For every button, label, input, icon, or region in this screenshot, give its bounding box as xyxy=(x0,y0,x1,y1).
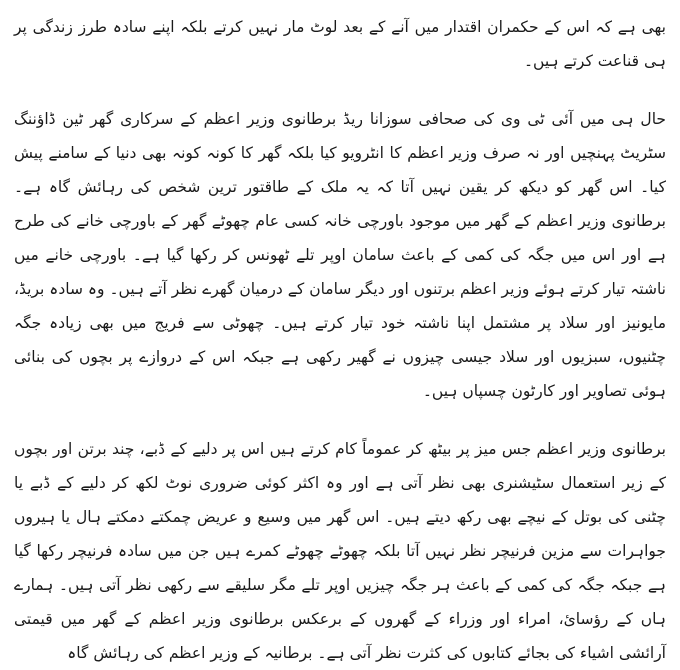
article-paragraph-3: برطانوی وزیر اعظم جس میز پر بیٹھ کر عموماً کام کرتے ہیں اس پر دلیے کے ڈبے، چند برتن اور بچوں کے زیر استعمال سٹیشنری بھی نظر آتی ہے اور وہ اکثر کوئی ضروری نوٹ لکھ کر دلیے کے ڈبے یا چٹنی کی بوتل کے نیچے بھی رکھ دیتے ہیں۔ اس گھر میں وسیع و عریض چمکتے دمکتے ہال یا ہیروں جواہرات سے مزین فرنیچر نظر نہیں آتا بلکہ چھوٹے چھوٹے کمرے ہیں جن میں سادہ فرنیچر رکھا گیا ہے جبکہ جگہ کی کمی کے باعث ہر جگہ چیزیں اوپر تلے مگر سلیقے سے رکھی نظر آتی ہیں۔ ہمارے ہاں کے رؤسائ، امراء اور وزراء کے گھروں کے برعکس برطانوی وزیر اعظم کے گھر میں قیمتی آرائشی اشیاء کی بجائے کتابوں کی کثرت نظر آتی ہے۔ برطانیہ کے وزیر اعظم کی رہائش گاہ xyxy=(14,440,666,662)
article-paragraph-1: بھی ہے کہ اس کے حکمران اقتدار میں آنے کے بعد لوٹ مار نہیں کرتے بلکہ اپنے سادہ طرز زندگی پر ہی قناعت کرتے ہیں۔ xyxy=(14,18,666,70)
article-paragraph-2: حال ہی میں آئی ٹی وی کی صحافی سوزانا ریڈ برطانوی وزیر اعظم کے سرکاری گھر ٹین ڈاؤننگ سٹریٹ پہنچیں اور نہ صرف وزیر اعظم کا انٹرویو کیا بلکہ گھر کا کونہ کونہ بھی دنیا کے سامنے پیش کیا۔ اس گھر کو دیکھ کر یقین نہیں آتا کہ یہ ملک کے طاقتور ترین شخص کی رہائش گاہ ہے۔ برطانوی وزیر اعظم کے گھر میں موجود باورچی خانہ کسی عام چھوٹے گھر کے باورچی خانے کی طرح ہے اور اس میں جگہ کی کمی کے باعث سامان اوپر تلے ٹھونس کر رکھا گیا ہے۔ باورچی خانے میں ناشتہ تیار کرتے ہوئے وزیر اعظم برتنوں اور دیگر سامان کے درمیان گھرے نظر آتے ہیں۔ وہ سادہ بریڈ، مایونیز اور سلاد پر مشتمل اپنا ناشتہ خود تیار کرتے ہیں۔ چھوٹی سے فریج میں بھی زیادہ جگہ چٹنیوں، سبزیوں اور سلاد جیسی چیزوں نے گھیر رکھی ہے جبکہ اس کے دروازے پر بچوں کی بنائی ہوئی تصاویر اور کارٹون چسپاں ہیں۔ xyxy=(14,110,666,400)
